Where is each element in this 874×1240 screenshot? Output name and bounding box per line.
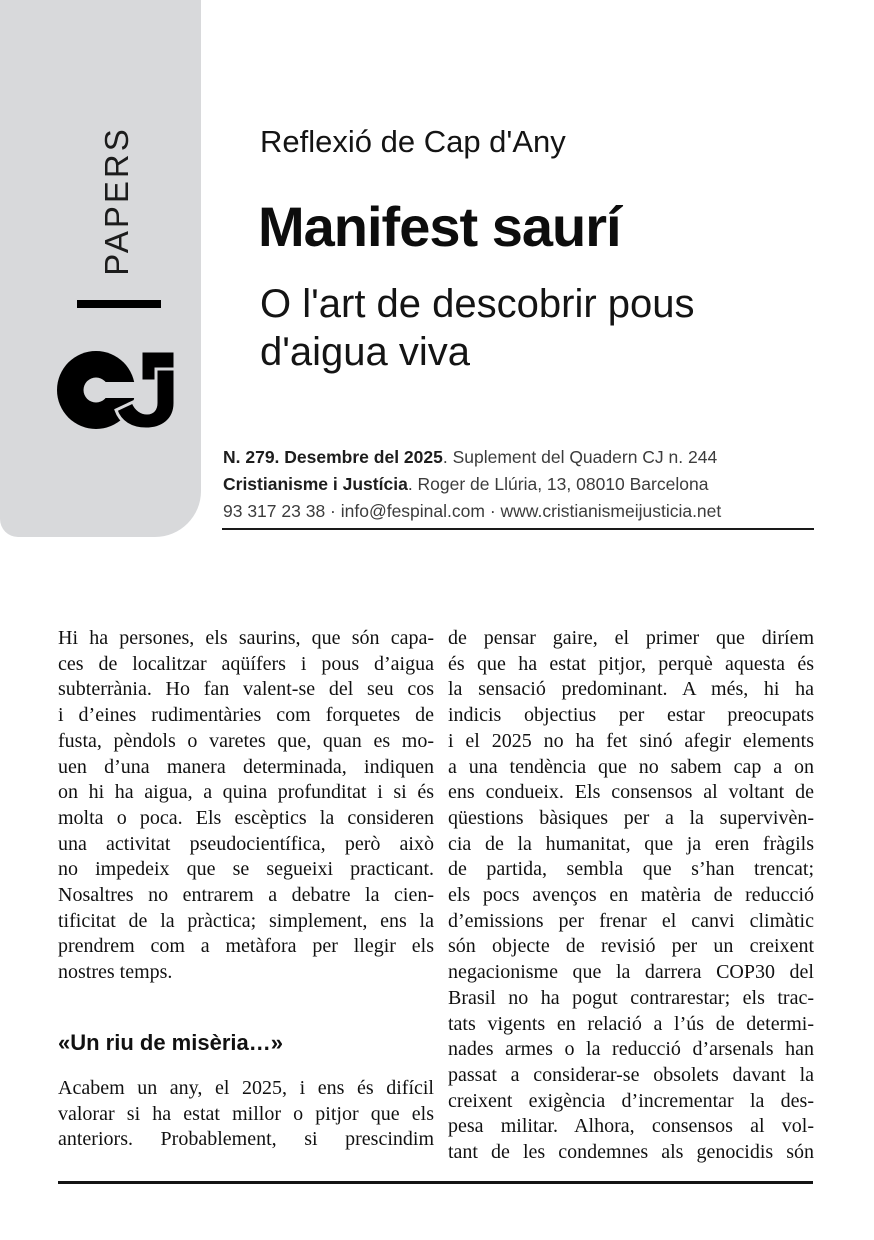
text-line: no impedeix que se segueixi practicant. (58, 858, 434, 881)
text-line: són objecte de revisió per un creixent (448, 935, 814, 958)
body-column-right (448, 626, 814, 1166)
text-line: prendrem com a metàfora per llegir els (58, 935, 434, 958)
publication-info-line: 93 317 23 38 · info@fespinal.com · www.cristianismeijusticia.net (223, 500, 722, 521)
header-rule (222, 528, 814, 530)
text-line: fusta, pèndols o varetes que, quan es mo- (58, 729, 434, 752)
text-line: anteriors. Probablement, si prescindim (58, 1128, 434, 1151)
text-line: Acabem un any, el 2025, i ens és difícil (58, 1076, 434, 1099)
papers-vertical-label: PAPERS (98, 126, 135, 276)
text-line: uen d’una manera determinada, indiquen (58, 755, 434, 778)
publication-info-line: Cristianisme i Justícia. Roger de Llúria, 13, 08010 Barcelona (223, 473, 709, 494)
cj-logo-icon (57, 349, 177, 429)
text-line: Nosaltres no entrarem a debatre la cien- (58, 884, 434, 907)
text-line: passat a considerar-se obsolets davant la (448, 1063, 814, 1086)
text-line: on hi ha aigua, a quina profunditat i si és (58, 781, 434, 804)
text-line: negacionisme que la darrera COP30 del (448, 961, 814, 984)
section-heading: «Un riu de misèria…» (58, 1029, 283, 1055)
text-line: tificitat de la pràctica; simplement, ens la (58, 909, 434, 932)
footer-rule (58, 1181, 813, 1184)
text-line: ces de localitzar aqüífers i pous d’aigua (58, 652, 434, 675)
text-line: els pocs avenços en matèria de reducció (448, 884, 814, 907)
text-line: Brasil no ha pogut contrarestar; els trac- (448, 986, 814, 1009)
text-line: a una tendència que no sabem cap a on (448, 755, 814, 778)
sidebar-divider-bar (77, 300, 161, 308)
text-line: és que ha estat pitjor, perquè aquesta és (448, 652, 814, 675)
page-title: Manifest saurí (258, 195, 621, 258)
text-line: de partida, sembla que s’han trencat; (448, 858, 814, 881)
text-line: pesa militar. Alhora, consensos al vol- (448, 1115, 814, 1138)
text-line: tats vigents en relació a l’ús de determi- (448, 1012, 814, 1035)
papers-sidebar-panel (0, 0, 201, 537)
text-line: i el 2025 no ha fet sinó afegir elements (448, 729, 814, 752)
text-line: indicis objectius per estar preocupats (448, 704, 814, 727)
page-subtitle: O l'art de descobrir pous d'aigua viva (260, 282, 695, 374)
text-line: Hi ha persones, els saurins, que són capa- (58, 627, 434, 649)
text-line: molta o poca. Els escèptics la consideren (58, 806, 434, 829)
text-line: i d’eines rudimentàries com forquetes de (58, 704, 434, 727)
text-line: ens condueix. Els consensos al voltant de (448, 781, 814, 804)
text-line: una activitat pseudocientífica, però això (58, 832, 434, 855)
text-line: tant de les condemnes als genocidis són (448, 1141, 814, 1164)
text-line: la sensació predominant. A més, hi ha (448, 678, 814, 701)
kicker-text: Reflexió de Cap d'Any (260, 124, 566, 159)
text-line: d’emissions per frenar el canvi climàtic (448, 909, 814, 932)
text-line: valorar si ha estat millor o pitjor que els (58, 1102, 434, 1125)
text-line: nades armes o la reducció d’arsenals han (448, 1038, 814, 1061)
text-line: subterrània. Ho fan valent-se del seu cos (58, 678, 434, 701)
text-line: cia de la humanitat, que ja eren fràgils (448, 832, 814, 855)
text-line: qüestions bàsiques per a la supervivèn- (448, 806, 814, 829)
text-line: nostres temps. (58, 961, 173, 984)
publication-info (223, 444, 815, 524)
body-column-left (58, 626, 434, 1153)
publication-info-line: N. 279. Desembre del 2025. Suplement del Quadern CJ n. 244 (223, 447, 718, 467)
text-line: de pensar gaire, el primer que diríem (448, 627, 814, 649)
text-line: creixent exigència d’incrementar la des- (448, 1089, 814, 1112)
